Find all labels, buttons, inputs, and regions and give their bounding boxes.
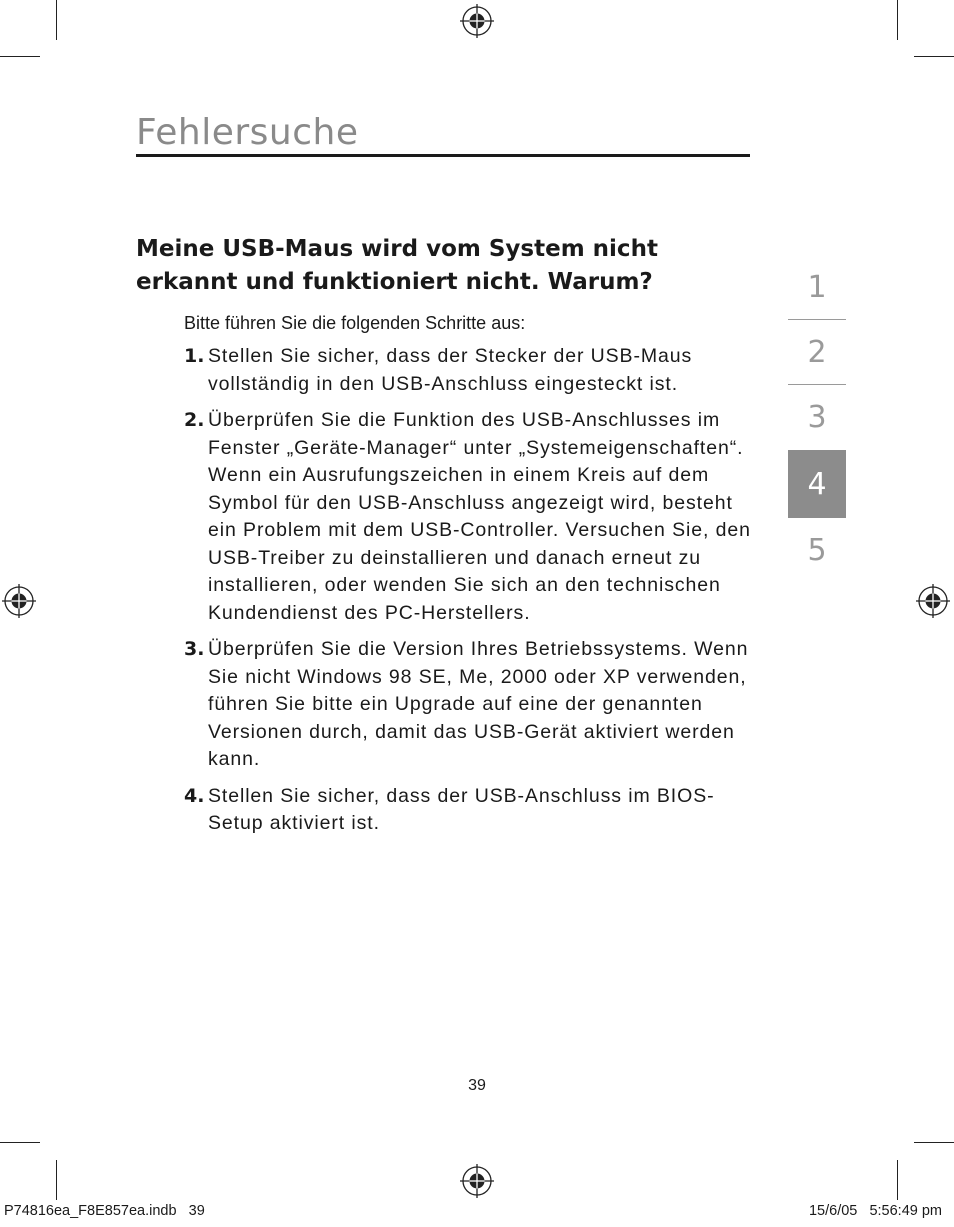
chapter-index bbox=[788, 255, 846, 583]
crop-mark bbox=[56, 0, 57, 40]
step-number: 3. bbox=[184, 638, 205, 660]
crop-mark bbox=[897, 0, 898, 40]
step-text: Stellen Sie sicher, dass der Stecker der USB-Maus vollständig in den USB-Anschluss eingesteckt ist. bbox=[208, 345, 693, 395]
step-item bbox=[184, 407, 754, 627]
step-item bbox=[184, 636, 754, 774]
chapter-tab-4-active: 4 bbox=[788, 450, 846, 518]
step-number: 2. bbox=[184, 409, 205, 431]
footer-file-info: P74816ea_F8E857ea.indb 39 bbox=[4, 1203, 205, 1219]
chapter-tab-5: 5 bbox=[807, 533, 827, 568]
registration-mark-icon bbox=[2, 584, 36, 618]
registration-mark-icon bbox=[460, 1164, 494, 1198]
step-text: Stellen Sie sicher, dass der USB-Anschluss im BIOS-Setup aktiviert ist. bbox=[208, 784, 715, 834]
crop-mark bbox=[56, 1160, 57, 1200]
step-item bbox=[184, 783, 754, 838]
crop-mark bbox=[0, 56, 40, 57]
footer-timestamp: 15/6/05 5:56:49 pm bbox=[808, 1203, 942, 1219]
page-title: Fehlersuche bbox=[136, 112, 750, 157]
crop-mark bbox=[897, 1160, 898, 1200]
step-text: Überprüfen Sie die Version Ihres Betriebssystems. Wenn Sie nicht Windows 98 SE, Me, 2000 oder XP verwenden, führen Sie bitte ein Upgrade auf eine der genannten Versionen durch, damit das USB-Gerät aktiviert werden kann. bbox=[208, 638, 749, 770]
crop-mark bbox=[914, 1142, 954, 1143]
registration-mark-icon bbox=[460, 4, 494, 38]
registration-mark-icon bbox=[916, 584, 950, 618]
section-heading: Meine USB-Maus wird vom System nicht erkannt und funktioniert nicht. Warum? bbox=[136, 236, 658, 295]
chapter-tab-3: 3 bbox=[807, 400, 827, 435]
intro-text: Bitte führen Sie die folgenden Schritte aus: bbox=[184, 313, 526, 333]
crop-mark bbox=[0, 1142, 40, 1143]
steps-list bbox=[184, 343, 754, 847]
chapter-tab-1: 1 bbox=[788, 255, 846, 320]
crop-mark bbox=[914, 56, 954, 57]
step-number: 4. bbox=[184, 784, 205, 807]
chapter-tab-2: 2 bbox=[788, 320, 846, 385]
step-number: 1. bbox=[184, 345, 205, 367]
page-number: 39 bbox=[468, 1077, 486, 1094]
step-item bbox=[184, 343, 754, 398]
step-text: Überprüfen Sie die Funktion des USB-Anschlusses im Fenster „Geräte-Manager“ unter „Systemeigenschaften“. Wenn ein Ausrufungszeichen in einem Kreis auf dem Symbol für den USB-Anschluss angezeigt wird, besteht ein Problem mit dem USB-Controller. Versuchen Sie, den USB-Treiber zu deinstallieren und danach erneut zu installieren, oder wenden Sie sich an den technischen Kundendienst des PC-Herstellers. bbox=[208, 409, 751, 624]
